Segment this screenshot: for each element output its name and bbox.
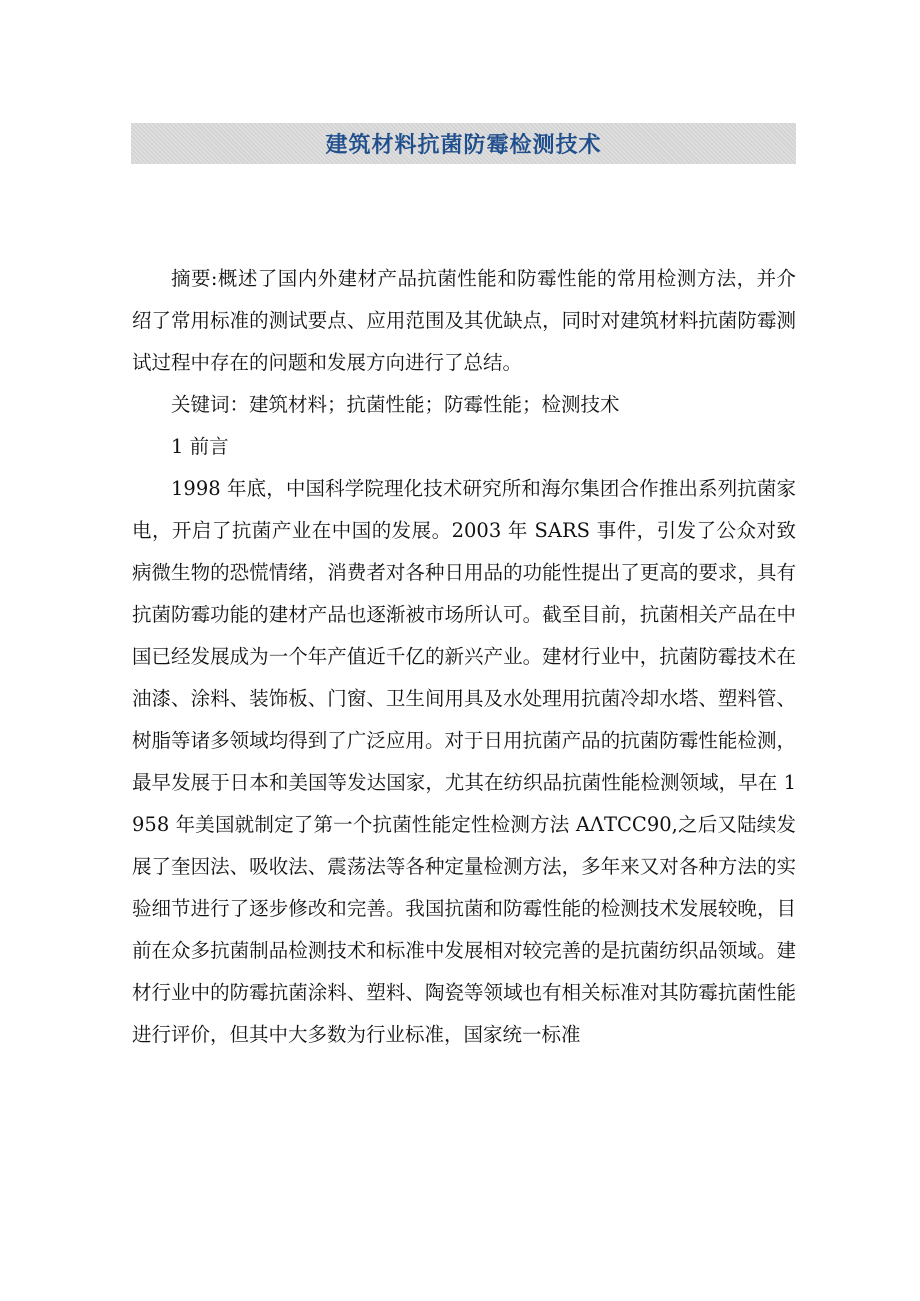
section-heading-preface: 1 前言 xyxy=(171,435,229,458)
body-paragraph: 1998 年底，中国科学院理化技术研究所和海尔集团合作推出系列抗菌家电，开启了抗菌产业在中国的发展。2003 年 SARS 事件，引发了公众对致病微生物的恐慌情绪，消费者对各种日用品的功能性提出了更高的要求，具有抗菌防霉功能的建材产品也逐渐被市场所认可。截至目前，抗菌相关产品在中国已经发展成为一个年产值近千亿的新兴产业。建材行业中，抗菌防霉技术在油漆、涂料、装饰板、门窗、卫生间用具及水处理用抗菌冷却水塔、塑料管、树脂等诸多领域均得到了广泛应用。对于日用抗菌产品的抗菌防霉性能检测，最早发展于日本和美国等发达国家，尤其在纺织品抗菌性能检测领域，早在 1958 年美国就制定了第一个抗菌性能定性检测方法 AΛTCC90,之后又陆续发展了奎因法、吸收法、震荡法等各种定量检测方法，多年来又对各种方法的实验细节进行了逐步修改和完善。我国抗菌和防霉性能的检测技术发展较晚，目前在众多抗菌制品检测技术和标准中发展相对较完善的是抗菌纺织品领域。建材行业中的防霉抗菌涂料、塑料、陶瓷等领域也有相关标准对其防霉抗菌性能进行评价，但其中大多数为行业标准，国家统一标准 xyxy=(132,477,796,1046)
document-body xyxy=(132,258,796,1056)
title-banner xyxy=(131,123,796,164)
keywords-paragraph: 关键词：建筑材料；抗菌性能；防霉性能；检测技术 xyxy=(171,393,620,416)
document-title: 建筑材料抗菌防霉检测技术 xyxy=(325,133,602,158)
abstract-paragraph: 摘要:概述了国内外建材产品抗菌性能和防霉性能的常用检测方法，并介绍了常用标准的测试要点、应用范围及其优缺点，同时对建筑材料抗菌防霉测试过程中存在的问题和发展方向进行了总结。 xyxy=(132,267,796,374)
